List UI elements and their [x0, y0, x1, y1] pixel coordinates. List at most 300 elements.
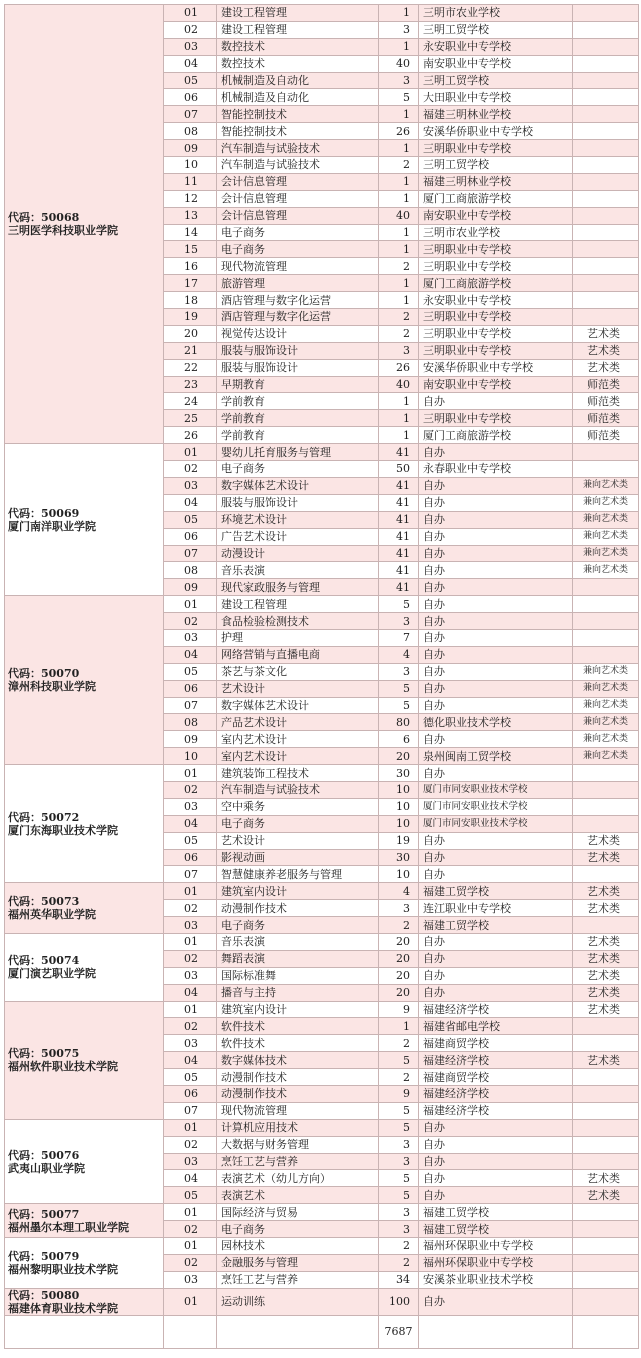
- category-note: 艺术类: [573, 1052, 639, 1069]
- major-seq: 02: [164, 950, 217, 967]
- major-seq: 14: [164, 224, 217, 241]
- plan-count: 1: [379, 5, 419, 22]
- major-seq: 03: [164, 1271, 217, 1288]
- category-note: 艺术类: [573, 325, 639, 342]
- category-note: 兼向艺术类: [573, 528, 639, 545]
- partner-school: 三明工贸学校: [419, 157, 573, 174]
- plan-count: 7: [379, 629, 419, 646]
- category-note: 兼向艺术类: [573, 731, 639, 748]
- major-seq: 06: [164, 849, 217, 866]
- category-note: [573, 157, 639, 174]
- major-seq: 09: [164, 140, 217, 157]
- table-row: [5, 1119, 639, 1136]
- category-note: 师范类: [573, 427, 639, 444]
- plan-count: 34: [379, 1271, 419, 1288]
- major-name: 学前教育: [217, 427, 379, 444]
- table-row: [5, 933, 639, 950]
- category-note: 艺术类: [573, 1170, 639, 1187]
- partner-school: 福建经济学校: [419, 1102, 573, 1119]
- major-seq: 03: [164, 967, 217, 984]
- major-seq: 06: [164, 1086, 217, 1103]
- category-note: [573, 258, 639, 275]
- major-seq: 20: [164, 325, 217, 342]
- partner-school: 自办: [419, 528, 573, 545]
- category-note: [573, 646, 639, 663]
- partner-school: 三明市农业学校: [419, 224, 573, 241]
- major-seq: 02: [164, 21, 217, 38]
- partner-school: 自办: [419, 1288, 573, 1315]
- partner-school: 福建经济学校: [419, 1052, 573, 1069]
- major-name: 建设工程管理: [217, 5, 379, 22]
- school-name: 厦门东海职业技术学院: [8, 823, 118, 837]
- table-row: [5, 596, 639, 613]
- partner-school: 南安职业中专学校: [419, 55, 573, 72]
- partner-school: 自办: [419, 562, 573, 579]
- major-seq: 06: [164, 89, 217, 106]
- major-name: 广告艺术设计: [217, 528, 379, 545]
- partner-school: 大田职业中专学校: [419, 89, 573, 106]
- plan-count: 2: [379, 157, 419, 174]
- partner-school: 自办: [419, 849, 573, 866]
- category-note: 艺术类: [573, 900, 639, 917]
- major-name: 数控技术: [217, 38, 379, 55]
- major-seq: 22: [164, 359, 217, 376]
- major-seq: 03: [164, 629, 217, 646]
- plan-count: 5: [379, 697, 419, 714]
- category-note: [573, 292, 639, 309]
- major-seq: 04: [164, 984, 217, 1001]
- major-seq: 02: [164, 900, 217, 917]
- partner-school: 三明职业中专学校: [419, 258, 573, 275]
- plan-count: 41: [379, 444, 419, 461]
- partner-school: 三明工贸学校: [419, 21, 573, 38]
- school-code: 代码：50077: [8, 1207, 80, 1221]
- major-name: 数字媒体技术: [217, 1052, 379, 1069]
- enrollment-table: [4, 4, 639, 1349]
- major-seq: 11: [164, 173, 217, 190]
- major-name: 护理: [217, 629, 379, 646]
- major-seq: 03: [164, 798, 217, 815]
- partner-school: 泉州闽南工贸学校: [419, 748, 573, 765]
- major-seq: 02: [164, 1221, 217, 1238]
- category-note: [573, 173, 639, 190]
- partner-school: 自办: [419, 511, 573, 528]
- partner-school: 自办: [419, 393, 573, 410]
- plan-count: 41: [379, 477, 419, 494]
- school-cell: [5, 1238, 164, 1289]
- plan-count: 2: [379, 325, 419, 342]
- major-seq: 12: [164, 190, 217, 207]
- school-code: 代码：50072: [8, 810, 80, 824]
- plan-count: 41: [379, 494, 419, 511]
- partner-school: 自办: [419, 1187, 573, 1204]
- major-name: 音乐表演: [217, 562, 379, 579]
- plan-count: 3: [379, 663, 419, 680]
- category-note: [573, 55, 639, 72]
- category-note: [573, 1271, 639, 1288]
- plan-count: 1: [379, 190, 419, 207]
- plan-count: 20: [379, 984, 419, 1001]
- major-seq: 04: [164, 494, 217, 511]
- major-seq: 01: [164, 1288, 217, 1315]
- major-seq: 13: [164, 207, 217, 224]
- major-seq: 04: [164, 1170, 217, 1187]
- category-note: [573, 89, 639, 106]
- major-seq: 05: [164, 1187, 217, 1204]
- major-seq: 17: [164, 275, 217, 292]
- plan-count: 2: [379, 1069, 419, 1086]
- major-seq: 04: [164, 646, 217, 663]
- plan-count: 40: [379, 207, 419, 224]
- category-note: [573, 1153, 639, 1170]
- major-name: 酒店管理与数字化运营: [217, 292, 379, 309]
- major-name: 国际经济与贸易: [217, 1204, 379, 1221]
- major-seq: 03: [164, 917, 217, 934]
- school-code: 代码：50076: [8, 1148, 80, 1162]
- school-cell: [5, 1119, 164, 1203]
- major-name: 食品检验检测技术: [217, 613, 379, 630]
- major-name: 汽车制造与试验技术: [217, 157, 379, 174]
- major-name: 学前教育: [217, 410, 379, 427]
- school-cell: [5, 933, 164, 1001]
- partner-school: 三明工贸学校: [419, 72, 573, 89]
- partner-school: 福州环保职业中专学校: [419, 1254, 573, 1271]
- total-count: 7687: [379, 1315, 419, 1348]
- plan-count: 100: [379, 1288, 419, 1315]
- major-name: 服装与服饰设计: [217, 342, 379, 359]
- partner-school: 自办: [419, 697, 573, 714]
- partner-school: 福建商贸学校: [419, 1069, 573, 1086]
- category-note: [573, 781, 639, 798]
- partner-school: 自办: [419, 1153, 573, 1170]
- category-note: 师范类: [573, 410, 639, 427]
- category-note: [573, 579, 639, 596]
- major-name: 播音与主持: [217, 984, 379, 1001]
- major-seq: 06: [164, 528, 217, 545]
- partner-school: 自办: [419, 477, 573, 494]
- school-name: 厦门南洋职业学院: [8, 519, 96, 533]
- major-name: 影视动画: [217, 849, 379, 866]
- plan-count: 1: [379, 275, 419, 292]
- plan-count: 41: [379, 545, 419, 562]
- major-seq: 09: [164, 731, 217, 748]
- partner-school: 自办: [419, 866, 573, 883]
- partner-school: 福建工贸学校: [419, 917, 573, 934]
- major-name: 建设工程管理: [217, 596, 379, 613]
- partner-school: 厦门工商旅游学校: [419, 427, 573, 444]
- major-seq: 01: [164, 933, 217, 950]
- major-seq: 08: [164, 123, 217, 140]
- major-seq: 07: [164, 545, 217, 562]
- plan-count: 1: [379, 292, 419, 309]
- plan-count: 41: [379, 528, 419, 545]
- category-note: [573, 765, 639, 782]
- major-name: 舞蹈表演: [217, 950, 379, 967]
- category-note: [573, 309, 639, 326]
- major-seq: 05: [164, 511, 217, 528]
- category-note: 艺术类: [573, 849, 639, 866]
- major-seq: 03: [164, 1153, 217, 1170]
- school-code: 代码：50073: [8, 895, 80, 909]
- major-name: 智慧健康养老服务与管理: [217, 866, 379, 883]
- major-seq: 01: [164, 596, 217, 613]
- category-note: [573, 21, 639, 38]
- major-seq: 05: [164, 72, 217, 89]
- category-note: [573, 1221, 639, 1238]
- major-name: 音乐表演: [217, 933, 379, 950]
- plan-count: 30: [379, 765, 419, 782]
- major-name: 室内艺术设计: [217, 731, 379, 748]
- plan-count: 40: [379, 376, 419, 393]
- category-note: [573, 1018, 639, 1035]
- plan-count: 20: [379, 748, 419, 765]
- plan-count: 10: [379, 781, 419, 798]
- major-name: 建筑室内设计: [217, 883, 379, 900]
- major-seq: 07: [164, 697, 217, 714]
- partner-school: 德化职业技术学校: [419, 714, 573, 731]
- plan-count: 10: [379, 815, 419, 832]
- major-name: 视觉传达设计: [217, 325, 379, 342]
- partner-school: 自办: [419, 1119, 573, 1136]
- major-name: 软件技术: [217, 1018, 379, 1035]
- plan-count: 80: [379, 714, 419, 731]
- major-seq: 04: [164, 815, 217, 832]
- major-name: 动漫设计: [217, 545, 379, 562]
- partner-school: 三明职业中专学校: [419, 325, 573, 342]
- category-note: 艺术类: [573, 883, 639, 900]
- major-name: 电子商务: [217, 241, 379, 258]
- school-code: 代码：50069: [8, 506, 80, 520]
- category-note: 艺术类: [573, 933, 639, 950]
- plan-count: 1: [379, 427, 419, 444]
- table-row: [5, 883, 639, 900]
- partner-school: 福建经济学校: [419, 1086, 573, 1103]
- partner-school: 安溪茶业职业技术学校: [419, 1271, 573, 1288]
- category-note: [573, 38, 639, 55]
- plan-count: 2: [379, 309, 419, 326]
- category-note: [573, 5, 639, 22]
- plan-count: 5: [379, 596, 419, 613]
- category-note: [573, 106, 639, 123]
- plan-count: 1: [379, 38, 419, 55]
- major-seq: 15: [164, 241, 217, 258]
- plan-count: 19: [379, 832, 419, 849]
- major-seq: 03: [164, 477, 217, 494]
- category-note: [573, 815, 639, 832]
- category-note: [573, 798, 639, 815]
- partner-school: 三明职业中专学校: [419, 410, 573, 427]
- partner-school: 厦门市同安职业技术学校: [419, 798, 573, 815]
- partner-school: 三明市农业学校: [419, 5, 573, 22]
- table-row: [5, 765, 639, 782]
- plan-count: 1: [379, 173, 419, 190]
- category-note: [573, 866, 639, 883]
- school-code: 代码：50075: [8, 1047, 80, 1061]
- plan-count: 5: [379, 680, 419, 697]
- category-note: [573, 1204, 639, 1221]
- category-note: [573, 629, 639, 646]
- major-name: 机械制造及自动化: [217, 89, 379, 106]
- partner-school: 自办: [419, 629, 573, 646]
- major-name: 汽车制造与试验技术: [217, 781, 379, 798]
- plan-count: 5: [379, 1102, 419, 1119]
- plan-count: 5: [379, 1187, 419, 1204]
- school-name: 福州软件职业技术学院: [8, 1060, 118, 1074]
- school-name: 漳州科技职业学院: [8, 680, 96, 694]
- major-seq: 01: [164, 883, 217, 900]
- plan-count: 20: [379, 950, 419, 967]
- table-row: [5, 444, 639, 461]
- plan-count: 1: [379, 410, 419, 427]
- major-name: 服装与服饰设计: [217, 494, 379, 511]
- major-seq: 02: [164, 613, 217, 630]
- plan-count: 1: [379, 224, 419, 241]
- major-name: 电子商务: [217, 917, 379, 934]
- major-name: 酒店管理与数字化运营: [217, 309, 379, 326]
- plan-count: 1: [379, 241, 419, 258]
- plan-count: 4: [379, 883, 419, 900]
- major-name: 大数据与财务管理: [217, 1136, 379, 1153]
- plan-count: 3: [379, 1136, 419, 1153]
- major-seq: 07: [164, 866, 217, 883]
- school-name: 福州墨尔本理工职业学院: [8, 1220, 129, 1234]
- category-note: 艺术类: [573, 832, 639, 849]
- category-note: [573, 917, 639, 934]
- major-seq: 01: [164, 5, 217, 22]
- category-note: 艺术类: [573, 1001, 639, 1018]
- major-name: 环境艺术设计: [217, 511, 379, 528]
- plan-count: 4: [379, 646, 419, 663]
- partner-school: 自办: [419, 984, 573, 1001]
- category-note: 兼向艺术类: [573, 714, 639, 731]
- partner-school: 福州环保职业中专学校: [419, 1238, 573, 1255]
- partner-school: 厦门工商旅游学校: [419, 190, 573, 207]
- partner-school: 福建工贸学校: [419, 1221, 573, 1238]
- school-cell: [5, 1001, 164, 1119]
- major-name: 软件技术: [217, 1035, 379, 1052]
- major-name: 电子商务: [217, 1221, 379, 1238]
- plan-count: 10: [379, 798, 419, 815]
- major-name: 智能控制技术: [217, 106, 379, 123]
- partner-school: 自办: [419, 596, 573, 613]
- major-seq: 01: [164, 1238, 217, 1255]
- school-code: 代码：50080: [8, 1288, 80, 1302]
- plan-count: 2: [379, 258, 419, 275]
- school-name: 福州黎明职业技术学院: [8, 1262, 118, 1276]
- major-seq: 04: [164, 55, 217, 72]
- plan-count: 41: [379, 562, 419, 579]
- major-seq: 24: [164, 393, 217, 410]
- major-seq: 16: [164, 258, 217, 275]
- category-note: [573, 190, 639, 207]
- school-name: 武夷山职业学院: [8, 1161, 85, 1175]
- category-note: [573, 224, 639, 241]
- major-seq: 01: [164, 1119, 217, 1136]
- plan-count: 2: [379, 1254, 419, 1271]
- major-name: 现代物流管理: [217, 258, 379, 275]
- major-seq: 01: [164, 765, 217, 782]
- partner-school: 福建工贸学校: [419, 1204, 573, 1221]
- category-note: 兼向艺术类: [573, 748, 639, 765]
- partner-school: 三明职业中专学校: [419, 241, 573, 258]
- plan-count: 5: [379, 89, 419, 106]
- major-seq: 05: [164, 1069, 217, 1086]
- major-name: 服装与服饰设计: [217, 359, 379, 376]
- major-name: 现代物流管理: [217, 1102, 379, 1119]
- major-name: 会计信息管理: [217, 207, 379, 224]
- partner-school: 自办: [419, 613, 573, 630]
- plan-count: 3: [379, 21, 419, 38]
- major-seq: 02: [164, 1254, 217, 1271]
- school-code: 代码：50079: [8, 1249, 80, 1263]
- category-note: 兼向艺术类: [573, 511, 639, 528]
- major-name: 婴幼儿托育服务与管理: [217, 444, 379, 461]
- major-seq: 01: [164, 1001, 217, 1018]
- major-seq: 03: [164, 1035, 217, 1052]
- school-cell: [5, 1204, 164, 1238]
- category-note: 艺术类: [573, 950, 639, 967]
- school-cell: [5, 883, 164, 934]
- category-note: 兼向艺术类: [573, 562, 639, 579]
- plan-count: 41: [379, 579, 419, 596]
- plan-count: 3: [379, 72, 419, 89]
- category-note: [573, 444, 639, 461]
- partner-school: 福建工贸学校: [419, 883, 573, 900]
- partner-school: 自办: [419, 731, 573, 748]
- major-seq: 07: [164, 106, 217, 123]
- table-row: [5, 5, 639, 22]
- category-note: [573, 1035, 639, 1052]
- table-row: [5, 1238, 639, 1255]
- plan-count: 9: [379, 1001, 419, 1018]
- partner-school: 三明职业中专学校: [419, 309, 573, 326]
- category-note: 兼向艺术类: [573, 680, 639, 697]
- major-seq: 02: [164, 461, 217, 478]
- major-name: 数控技术: [217, 55, 379, 72]
- major-name: 园林技术: [217, 1238, 379, 1255]
- partner-school: 自办: [419, 1170, 573, 1187]
- category-note: 艺术类: [573, 967, 639, 984]
- major-seq: 25: [164, 410, 217, 427]
- major-name: 会计信息管理: [217, 173, 379, 190]
- partner-school: 自办: [419, 494, 573, 511]
- major-seq: 10: [164, 157, 217, 174]
- major-seq: 05: [164, 832, 217, 849]
- school-name: 福州英华职业学院: [8, 908, 96, 922]
- partner-school: 三明职业中专学校: [419, 342, 573, 359]
- category-note: 兼向艺术类: [573, 545, 639, 562]
- partner-school: 自办: [419, 579, 573, 596]
- table-row: [5, 1001, 639, 1018]
- plan-count: 3: [379, 342, 419, 359]
- plan-count: 3: [379, 900, 419, 917]
- plan-count: 26: [379, 123, 419, 140]
- major-seq: 26: [164, 427, 217, 444]
- school-cell: [5, 444, 164, 596]
- category-note: [573, 461, 639, 478]
- plan-count: 2: [379, 917, 419, 934]
- major-seq: 02: [164, 1018, 217, 1035]
- major-name: 电子商务: [217, 815, 379, 832]
- category-note: [573, 241, 639, 258]
- partner-school: 永春职业中专学校: [419, 461, 573, 478]
- category-note: 兼向艺术类: [573, 494, 639, 511]
- plan-count: 5: [379, 1052, 419, 1069]
- plan-count: 2: [379, 1238, 419, 1255]
- school-name: 三明医学科技职业学院: [8, 224, 118, 238]
- major-seq: 19: [164, 309, 217, 326]
- partner-school: 自办: [419, 646, 573, 663]
